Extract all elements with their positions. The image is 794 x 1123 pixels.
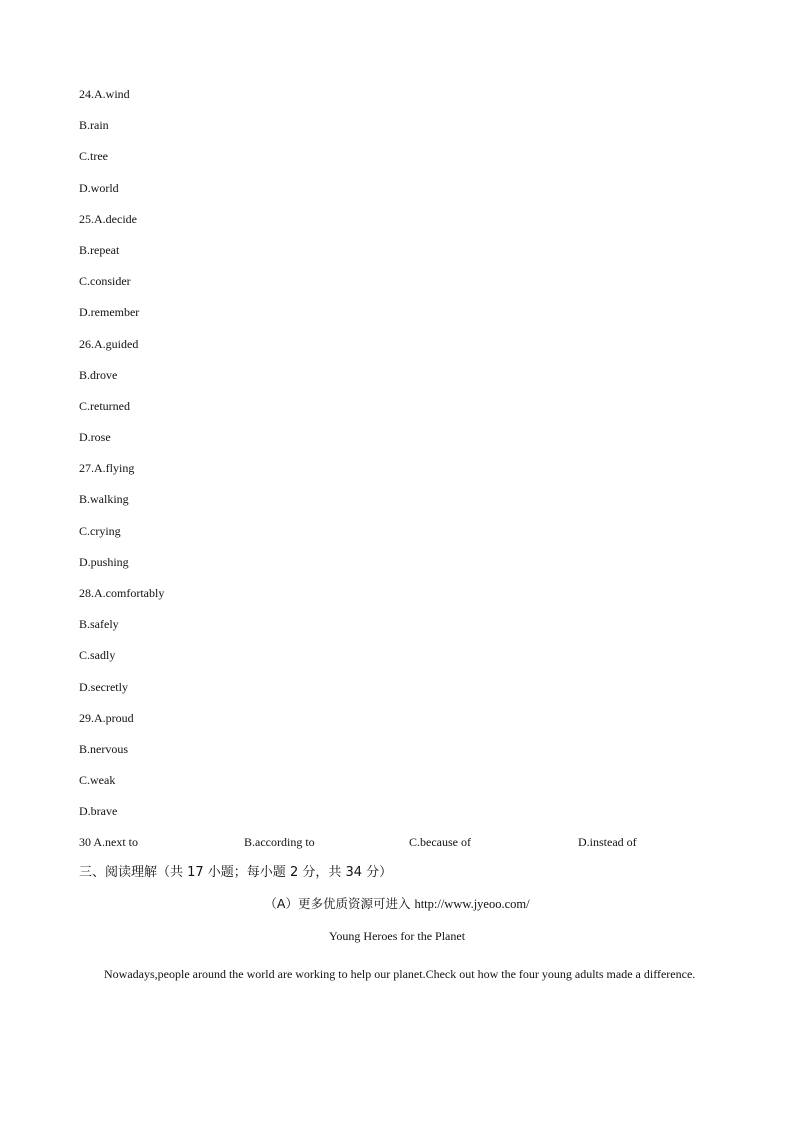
- option-25-d: D.remember: [79, 305, 140, 320]
- option-24-d: D.world: [79, 180, 119, 195]
- option-29-a: 29.A.proud: [79, 710, 134, 725]
- option-25-b: B.repeat: [79, 242, 120, 257]
- option-28-b: B.safely: [79, 617, 119, 632]
- option-27-b: B.walking: [79, 492, 129, 507]
- option-25-c: C.consider: [79, 274, 131, 289]
- section-sub-label: （A）更多优质资源可进入: [264, 896, 411, 911]
- option-27-c: C.crying: [79, 523, 121, 538]
- option-27-a: 27.A.flying: [79, 461, 135, 476]
- option-30-d: D.instead of: [578, 835, 637, 849]
- section-heading: 三、阅读理解（共 17 小题；每小题 2 分，共 34 分）: [79, 865, 393, 880]
- option-27-d: D.pushing: [79, 554, 129, 569]
- passage-title: Young Heroes for the Planet: [328, 929, 466, 943]
- option-26-a: 26.A.guided: [79, 336, 139, 351]
- passage-paragraph: Nowadays,people around the world are working to help our planet.Check out how the four young adults made a difference.: [104, 967, 696, 981]
- option-25-a: 25.A.decide: [79, 211, 137, 226]
- option-30-a: 30 A.next to: [79, 835, 138, 849]
- option-26-b: B.drove: [79, 367, 118, 382]
- option-24-a: 24.A.wind: [79, 87, 130, 101]
- option-29-c: C.weak: [79, 773, 116, 788]
- option-24-b: B.rain: [79, 118, 109, 133]
- cloze-options-list: [79, 86, 164, 835]
- option-28-c: C.sadly: [79, 648, 116, 663]
- option-29-b: B.nervous: [79, 741, 128, 756]
- option-28-a: 28.A.comfortably: [79, 586, 165, 600]
- option-28-d: D.secretly: [79, 679, 128, 694]
- option-24-c: C.tree: [79, 149, 108, 164]
- option-30-b: B.according to: [244, 835, 315, 849]
- option-30-c: C.because of: [409, 835, 471, 849]
- option-26-d: D.rose: [79, 430, 111, 445]
- section-subheading: [0, 895, 794, 913]
- option-29-d: D.brave: [79, 804, 118, 819]
- question-30-options: [79, 834, 719, 850]
- resource-link[interactable]: http://www.jyeoo.com/: [414, 897, 530, 911]
- option-26-c: C.returned: [79, 398, 130, 413]
